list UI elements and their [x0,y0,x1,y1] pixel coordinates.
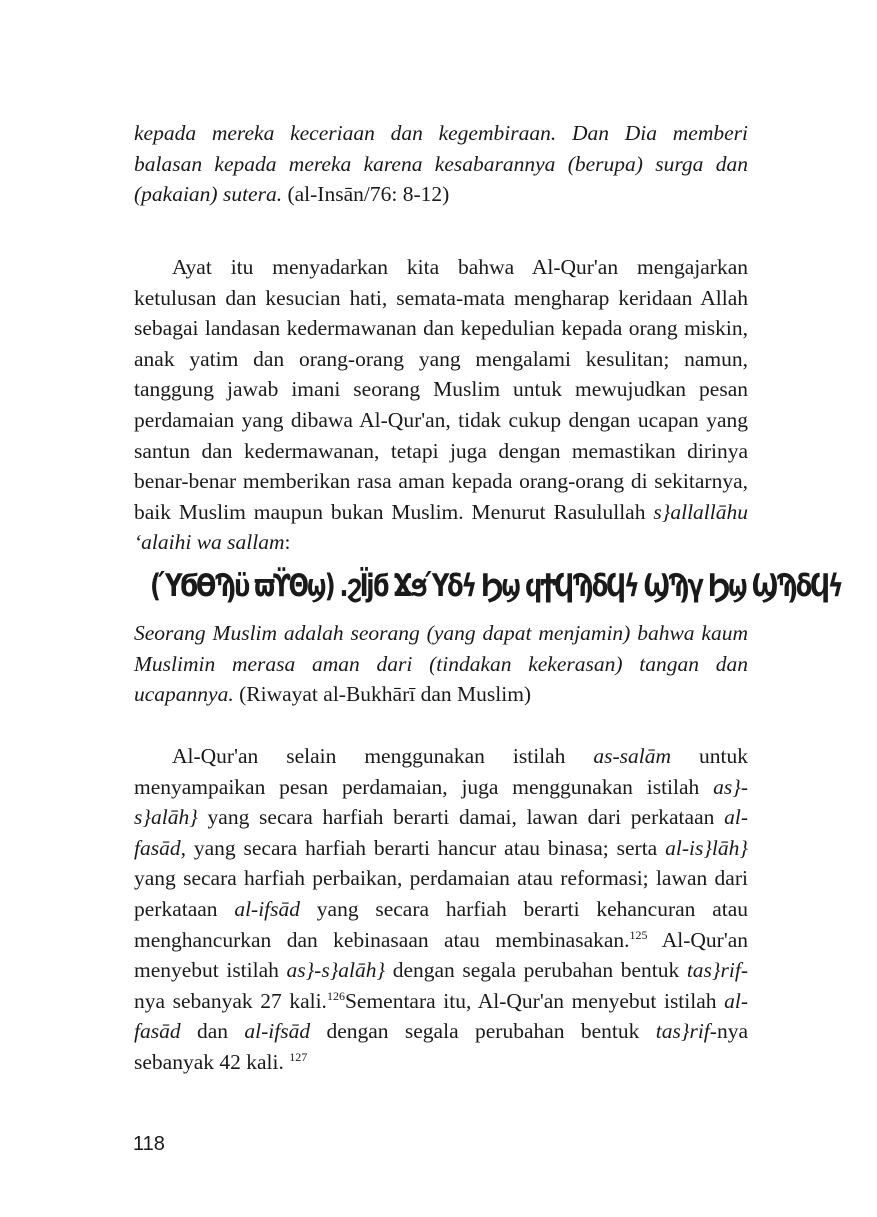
term-al-islah: al-is}lāh} [665,835,748,860]
paragraph-1-end: : [284,530,291,555]
text-run: , yang secara harfiah berarti hancur atau binasa; serta [180,835,666,860]
text-run: -nya sebanyak 27 kali. [134,958,748,1013]
footnote-ref-125[interactable]: 125 [629,927,648,942]
footnote-ref-126[interactable]: 126 [326,988,345,1003]
verse-reference: (al-Insān/76: 8-12) [282,182,450,207]
text-run: -nya sebanyak 42 kali. [134,1019,748,1074]
text-run: untuk menyampaikan pesan perdamaian, juga menggunakan istilah [134,744,748,799]
hadith-translation [134,618,748,710]
paragraph-1-text: Ayat itu menyadarkan kita bahwa Al-Qur'an mengajarkan ketulusan dan kesucian hati, semata-mata mengharap keridaan Allah sebagai landasan kedermawanan dan kepedulian kepada orang miskin, anak yatim dan orang-orang yang mengalami kesulitan; namun, tanggung jawab imani seorang Muslim untuk mewujudkan pesan perdamaian yang dibawa Al-Qur'an, tidak cukup dengan ucapan yang santun dan kedermawanan, tetapi juga dengan memastikan dirinya benar-benar memberikan rasa aman kepada orang-orang di sekitarnya, baik Muslim maupun bukan Muslim. Menurut Rasulullah [134,255,748,524]
term-al-fasad: al-fasād [134,988,749,1044]
term-al-fasad: al-fasād [134,805,748,860]
text-run: Sementara itu, Al-Qur'an menyebut istilah [344,988,725,1013]
text-run: yang secara harfiah berarti damai, lawan dari perkataan [197,805,725,830]
text-run: dengan segala perubahan bentuk [385,958,687,983]
term-al-ifsad: al-ifsād [234,896,301,921]
text-run: Al-Qur'an menyebut istilah [134,927,749,983]
text-run: dan [180,1019,245,1044]
verse-translation-text: kepada mereka keceriaan dan kegembiraan. Dan Dia memberi balasan kepada mereka karena kesabarannya (berupa) surga dan (pakaian) sutera. [134,121,748,207]
honorific: s}allallāhu ‘alaihi wa sallam [134,499,748,555]
footnote-ref-127[interactable]: 127 [289,1049,308,1064]
text-run: dengan segala perubahan bentuk [310,1019,656,1044]
term-tasrif: tas}rif [655,1019,710,1044]
verse-translation [134,118,748,210]
paragraph-2 [134,741,748,1078]
paragraph-1 [134,252,748,558]
term-as-salah: as}-s}alāh} [286,958,386,983]
text-run: yang secara harfiah perbaikan, perdamaian atau reformasi; lawan dari perkataan [134,866,748,921]
hadith-translation-text: Seorang Muslim adalah seorang (yang dapat menjamin) bahwa kaum Muslimin merasa aman dari (tindakan kekerasan) tangan dan ucapannya. [134,621,748,707]
arabic-hadith-text: (ΎϬϴϠϋ ϖϔΘϣ) .ϩΪϳϭ ϪϧΎδϟ Ϧϣ ϥϮϤϠδϤϟ ϢϠγ Ϧϣ ϢϠδϤϟ [150,568,842,604]
text-run: Al-Qur'an selain menggunakan istilah [172,744,594,768]
hadith-reference: (Riwayat al-Bukhārī dan Muslim) [233,682,532,707]
term-as-salah: as}-s}alāh} [134,774,748,830]
page-number: 118 [133,1133,165,1155]
term-tasrif: tas}rif [686,958,741,983]
term-as-salam: as-salām [593,744,672,768]
term-al-ifsad: al-ifsād [244,1019,311,1044]
text-run: yang secara harfiah berarti kehancuran atau menghancurkan dan kebinasaan atau membinasakan. [134,896,748,952]
